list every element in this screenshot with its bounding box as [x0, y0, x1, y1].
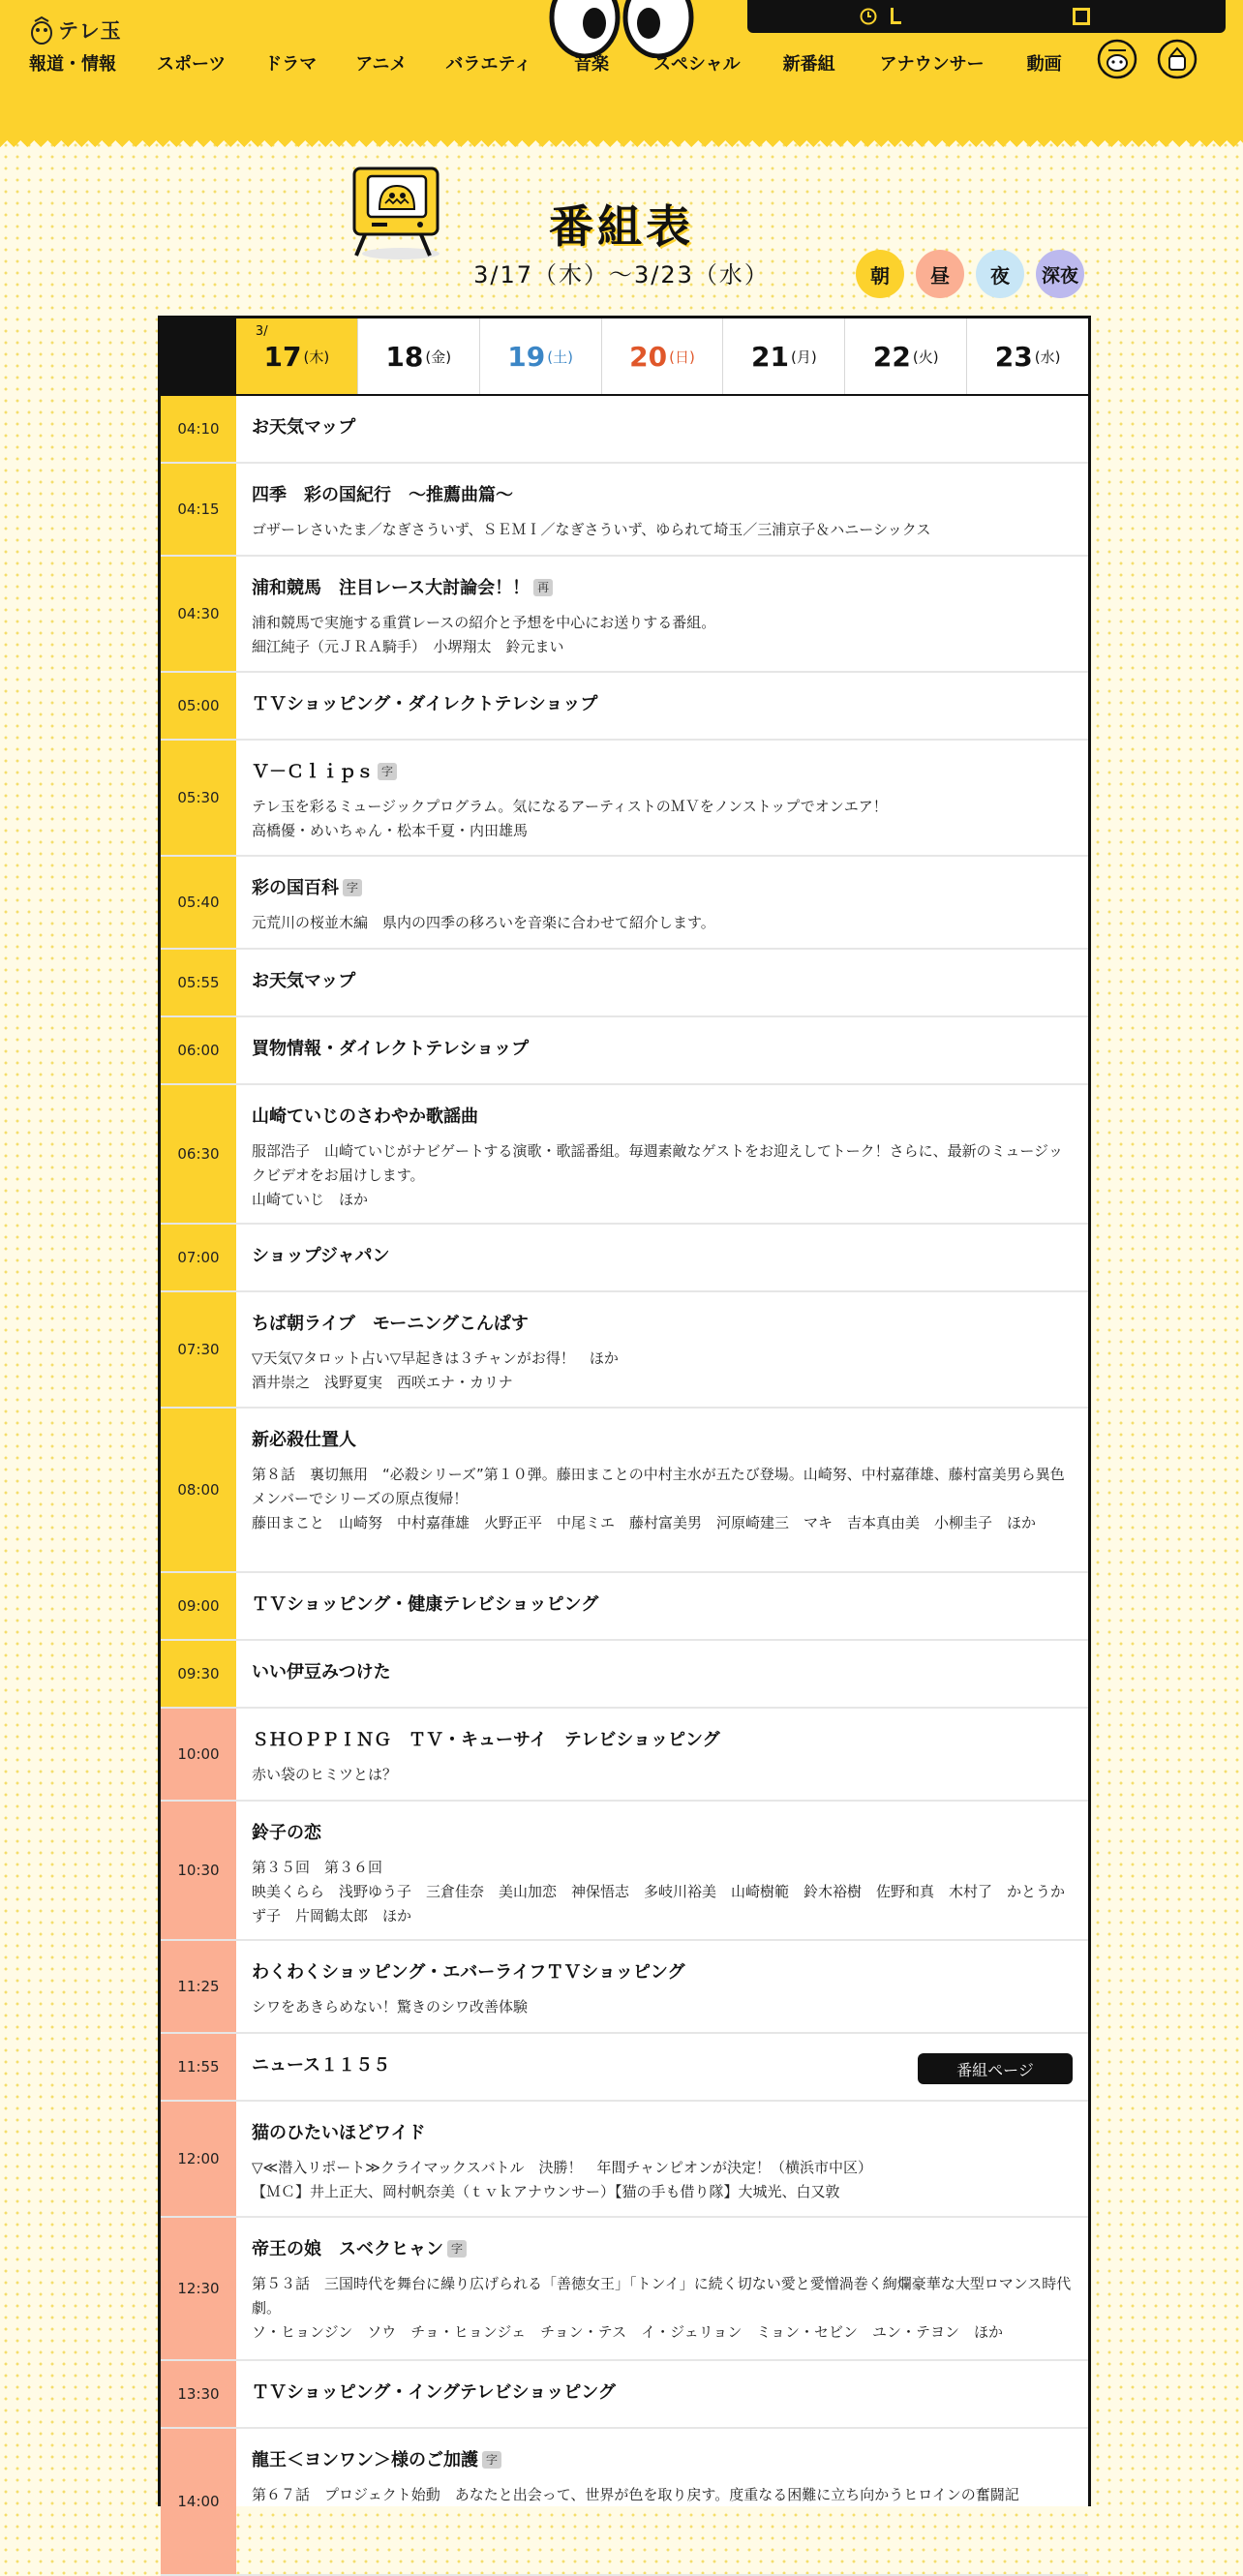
program-row[interactable] [161, 1709, 1088, 1802]
day-of-week: (日) [669, 348, 695, 366]
program-info [236, 1573, 1088, 1639]
teletama-club-icon[interactable] [1097, 39, 1137, 79]
mascot-eyes [548, 0, 695, 58]
program-description: 第６７話 プロジェクト始動 あなたと出会って、世界が色を取り戻す。度重なる困難に立ち向かうヒロインの奮闘記 [252, 2486, 1019, 2503]
program-time: 09:00 [161, 1573, 236, 1639]
program-time: 11:55 [161, 2034, 236, 2100]
day-of-week: (木) [303, 348, 330, 366]
header-zigzag-border [0, 134, 1243, 147]
program-time: 07:30 [161, 1292, 236, 1407]
day-month: 3/ [255, 324, 268, 339]
clock-icon [860, 8, 877, 25]
day-tab-21[interactable] [722, 318, 844, 394]
main-nav [29, 50, 1062, 76]
program-row[interactable] [161, 1409, 1088, 1573]
teletama-park-icon[interactable] [1157, 39, 1198, 79]
program-description: テレ玉を彩るミュージックプログラム。気になるアーティストのＭＶをノンストップでオンエア！ [252, 798, 888, 815]
program-info [236, 2429, 1088, 2574]
program-description: 浦和競馬で実施する重賞レースの紹介と予想を中心にお送りする番組。 [252, 614, 716, 631]
program-title[interactable] [252, 576, 1073, 601]
program-time: 11:25 [161, 1941, 236, 2032]
day-of-week: (火) [912, 348, 939, 366]
program-cast: 細江純子（元ＪＲＡ騎手） 小堺翔太 鈴元まい [252, 638, 564, 655]
day-tab-18[interactable] [357, 318, 479, 394]
program-title[interactable]: 鈴子の恋 [252, 1823, 321, 1843]
date-range: 3/17（木）〜3/23（水） [473, 261, 770, 288]
program-cast: 【ＭＣ】井上正大、岡村帆奈美（ｔｖｋアナウンサー）【猫の手も借り隊】大城光、白又敦 [252, 2183, 840, 2200]
day-tab-22[interactable] [844, 318, 966, 394]
program-info [236, 950, 1088, 1015]
day-number: 20 [629, 340, 668, 373]
day-number: 19 [507, 340, 546, 373]
program-cast: 高橋優・めいちゃん・松本千夏・内田雄馬 [252, 822, 529, 839]
program-info [236, 1709, 1088, 1800]
program-description: シワをあきらめない！驚きのシワ改善体験 [252, 1998, 529, 2015]
nav-item-drama[interactable]: ドラマ [264, 54, 318, 75]
day-tab-23[interactable] [966, 318, 1088, 394]
subtitle-badge: 字 [447, 2240, 467, 2258]
program-description: 第５３話 三国時代を舞台に繰り広げられる「善徳女王」「トンイ」に続く切ない愛と愛憎渦巻く絢爛豪華な大型ロマンス時代劇。 [252, 2275, 1072, 2317]
subtitle-badge: 字 [343, 879, 362, 896]
program-title[interactable] [252, 876, 1073, 901]
day-of-week: (金) [425, 348, 452, 366]
night-button[interactable]: 夜 [976, 250, 1024, 298]
nav-item-videos[interactable]: 動画 [1026, 54, 1062, 75]
day-number: 21 [751, 340, 789, 373]
day-of-week: (土) [547, 348, 573, 366]
program-description: 元荒川の桜並木編 県内の四季の移ろいを音楽に合わせて紹介します。 [252, 914, 715, 931]
program-title[interactable]: 山崎ていじのさわやか歌謡曲 [252, 1106, 478, 1127]
search-glyph-icon [891, 8, 901, 24]
late-night-button[interactable]: 深夜 [1036, 250, 1084, 298]
nav-item-anime[interactable]: アニメ [355, 54, 408, 75]
program-row[interactable] [161, 1573, 1088, 1641]
program-row[interactable] [161, 2218, 1088, 2361]
program-title[interactable]: ショップジャパン [252, 1246, 390, 1266]
program-description: 第３５回 第３６回 [252, 1859, 383, 1876]
program-row[interactable] [161, 2102, 1088, 2218]
day-tab-17[interactable] [236, 318, 357, 394]
program-title[interactable]: お天気マップ [252, 417, 356, 438]
day-of-week: (水) [1034, 348, 1061, 366]
program-title[interactable]: お天気マップ [252, 971, 356, 991]
program-row[interactable] [161, 1085, 1088, 1225]
program-time: 04:15 [161, 464, 236, 555]
program-cast: 山崎ていじ ほか [252, 1191, 369, 1208]
program-time: 05:55 [161, 950, 236, 1015]
program-time: 04:10 [161, 396, 236, 462]
daytime-button[interactable]: 昼 [916, 250, 964, 298]
page-title: 番組表 [549, 200, 694, 253]
program-row[interactable] [161, 857, 1088, 950]
nav-item-special[interactable]: スペシャル [652, 54, 741, 75]
program-time: 05:30 [161, 741, 236, 855]
program-info [236, 2218, 1088, 2359]
program-time: 12:00 [161, 2102, 236, 2216]
program-info [236, 1085, 1088, 1223]
day-of-week: (月) [790, 348, 817, 366]
program-cast: 映美くらら 浅野ゆう子 三倉佳奈 美山加恋 神保悟志 多岐川裕美 山崎樹範 鈴木裕樹 佐野和真 木村了 かとうかず子 片岡鶴太郎 ほか [252, 1883, 1066, 1924]
program-description: 服部浩子 山崎ていじがナビゲートする演歌・歌謡番組。毎週素敵なゲストをお迎えしてトーク！さらに、最新のミュージックビデオをお届けします。 [252, 1142, 1064, 1184]
program-title[interactable]: ＴＶショッピング・イングテレビショッピング [252, 2382, 616, 2403]
grid-icon [1073, 8, 1090, 25]
program-title-text: 彩の国百科 [252, 878, 339, 898]
nav-item-music[interactable]: 音楽 [573, 54, 609, 75]
morning-button[interactable]: 朝 [856, 250, 904, 298]
program-title[interactable]: 猫のひたいほどワイド [252, 2123, 426, 2143]
program-time: 10:00 [161, 1709, 236, 1800]
program-page-button[interactable]: 番組ページ [918, 2053, 1073, 2084]
program-time: 10:30 [161, 1802, 236, 1939]
logo-mascot-icon [29, 15, 54, 45]
program-cast: 酒井崇之 浅野夏実 西咲エナ・カリナ [252, 1374, 513, 1391]
program-time: 08:00 [161, 1409, 236, 1571]
program-time: 04:30 [161, 557, 236, 671]
time-of-day-selector [856, 250, 1084, 298]
nav-item-variety[interactable]: バラエティ [445, 54, 531, 75]
rerun-badge: 再 [533, 579, 553, 596]
program-schedule [158, 316, 1091, 2510]
program-cast: ソ・ヒョンジン ソウ チョ・ヒョンジェ チョン・テス イ・ジェリョン ミョン・セビン ユン・テヨン ほか [252, 2323, 1004, 2341]
program-title[interactable]: ＴＶショッピング・ダイレクトテレショップ [252, 694, 598, 714]
day-tabs [161, 318, 1088, 396]
program-row[interactable] [161, 2429, 1088, 2576]
nav-item-news[interactable]: 報道・情報 [29, 54, 116, 75]
program-info [236, 396, 1088, 462]
program-title[interactable]: 四季 彩の国紀行 ～推薦曲篇～ [252, 485, 513, 505]
program-time: 14:00 [161, 2429, 236, 2574]
program-title[interactable]: ちば朝ライブ モーニングこんぱす [252, 1314, 529, 1334]
program-time: 12:30 [161, 2218, 236, 2359]
nav-icon-links [1097, 39, 1198, 79]
program-info [236, 673, 1088, 739]
program-row[interactable] [161, 1225, 1088, 1292]
program-info [236, 2361, 1088, 2427]
program-info [236, 1641, 1088, 1707]
program-description: ▽天気▽タロット占い▽早起きは３チャンがお得！ ほか [252, 1349, 619, 1367]
day-tab-20[interactable] [601, 318, 723, 394]
program-title-text: 龍王＜ヨンワン＞様のご加護 [252, 2450, 478, 2470]
program-row[interactable] [161, 464, 1088, 557]
site-logo[interactable] [29, 15, 122, 45]
program-row[interactable] [161, 557, 1088, 673]
program-row[interactable] [161, 1941, 1088, 2034]
program-row[interactable] [161, 396, 1088, 464]
nav-item-new-programs[interactable]: 新番組 [782, 54, 835, 75]
program-title-text: 帝王の娘 スベクヒャン [252, 2239, 443, 2259]
program-time: 05:40 [161, 857, 236, 948]
program-time: 13:30 [161, 2361, 236, 2427]
site-header [0, 0, 1243, 136]
program-time: 06:00 [161, 1017, 236, 1083]
program-row[interactable] [161, 2034, 1088, 2102]
program-row[interactable] [161, 741, 1088, 857]
program-info [236, 1941, 1088, 2032]
program-description: 第８話 裏切無用 “必殺シリーズ”第１０弾。藤田まことの中村主水が五たび登場。山崎努、中村嘉葎雄、藤村富美男ら異色メンバーでシリーズの原点復帰！ [252, 1466, 1065, 1507]
logo-text: テレ玉 [58, 19, 122, 43]
day-number: 23 [994, 340, 1033, 373]
program-info [236, 2102, 1088, 2216]
day-number: 22 [872, 340, 911, 373]
program-info [236, 464, 1088, 555]
program-title[interactable]: いい伊豆みつけた [252, 1662, 391, 1682]
day-number: 17 [263, 340, 302, 373]
program-description: 赤い袋のヒミツとは？ [252, 1766, 398, 1783]
program-info [236, 1409, 1088, 1571]
program-info [236, 857, 1088, 948]
program-title[interactable] [252, 760, 1073, 785]
program-time: 06:30 [161, 1085, 236, 1223]
subtitle-badge: 字 [482, 2451, 501, 2469]
program-title[interactable]: ニュース１１５５ [252, 2055, 391, 2076]
program-info [236, 741, 1088, 855]
program-title[interactable] [252, 2448, 1073, 2473]
program-time: 09:30 [161, 1641, 236, 1707]
program-title[interactable]: ＳＨＯＰＰＩＮＧ ＴＶ・キューサイ テレビショッピング [252, 1730, 720, 1750]
nav-item-announcers[interactable]: アナウンサー [879, 54, 985, 75]
program-title[interactable]: ＴＶショッピング・健康テレビショッピング [252, 1594, 599, 1615]
program-time: 05:00 [161, 673, 236, 739]
program-row[interactable] [161, 2361, 1088, 2429]
program-title[interactable]: 買物情報・ダイレクトテレショップ [252, 1039, 530, 1059]
program-info [236, 1225, 1088, 1290]
nav-item-sports[interactable]: スポーツ [157, 54, 227, 75]
program-search-bar[interactable] [747, 0, 1226, 33]
program-row[interactable] [161, 1802, 1088, 1941]
program-info [236, 1017, 1088, 1083]
program-description: ▽≪潜入リポート≫クライマックスバトル 決勝！ 年間チャンピオンが決定！（横浜市中区） [252, 2159, 872, 2176]
program-cast: 藤田まこと 山崎努 中村嘉葎雄 火野正平 中尾ミエ 藤村富美男 河原崎建三 マキ 吉本真由美 小柳圭子 ほか [252, 1514, 1037, 1531]
program-row[interactable] [161, 1641, 1088, 1709]
program-row[interactable] [161, 1017, 1088, 1085]
day-number: 18 [385, 340, 424, 373]
program-title-text: Ｖ－Ｃｌｉｐｓ [252, 762, 374, 782]
program-info [236, 1802, 1088, 1939]
program-time: 07:00 [161, 1225, 236, 1290]
program-title[interactable]: わくわくショッピング・エバーライフＴＶショッピング [252, 1962, 685, 1983]
program-title[interactable] [252, 2237, 1073, 2262]
program-info [236, 557, 1088, 671]
program-row[interactable] [161, 950, 1088, 1017]
day-tabs-corner [161, 318, 236, 394]
program-info [236, 1292, 1088, 1407]
program-row[interactable] [161, 1292, 1088, 1409]
subtitle-badge: 字 [378, 763, 397, 780]
program-row[interactable] [161, 673, 1088, 741]
day-tab-19[interactable] [479, 318, 601, 394]
program-title[interactable]: 新必殺仕置人 [252, 1430, 356, 1450]
program-info [236, 2034, 1088, 2100]
program-title-text: 浦和競馬 注目レース大討論会！！ [252, 578, 531, 598]
program-description: ゴザーレさいたま／なぎさういず、ＳＥＭＩ／なぎさういず、ゆられて埼玉／三浦京子＆ハニーシックス [252, 521, 931, 538]
